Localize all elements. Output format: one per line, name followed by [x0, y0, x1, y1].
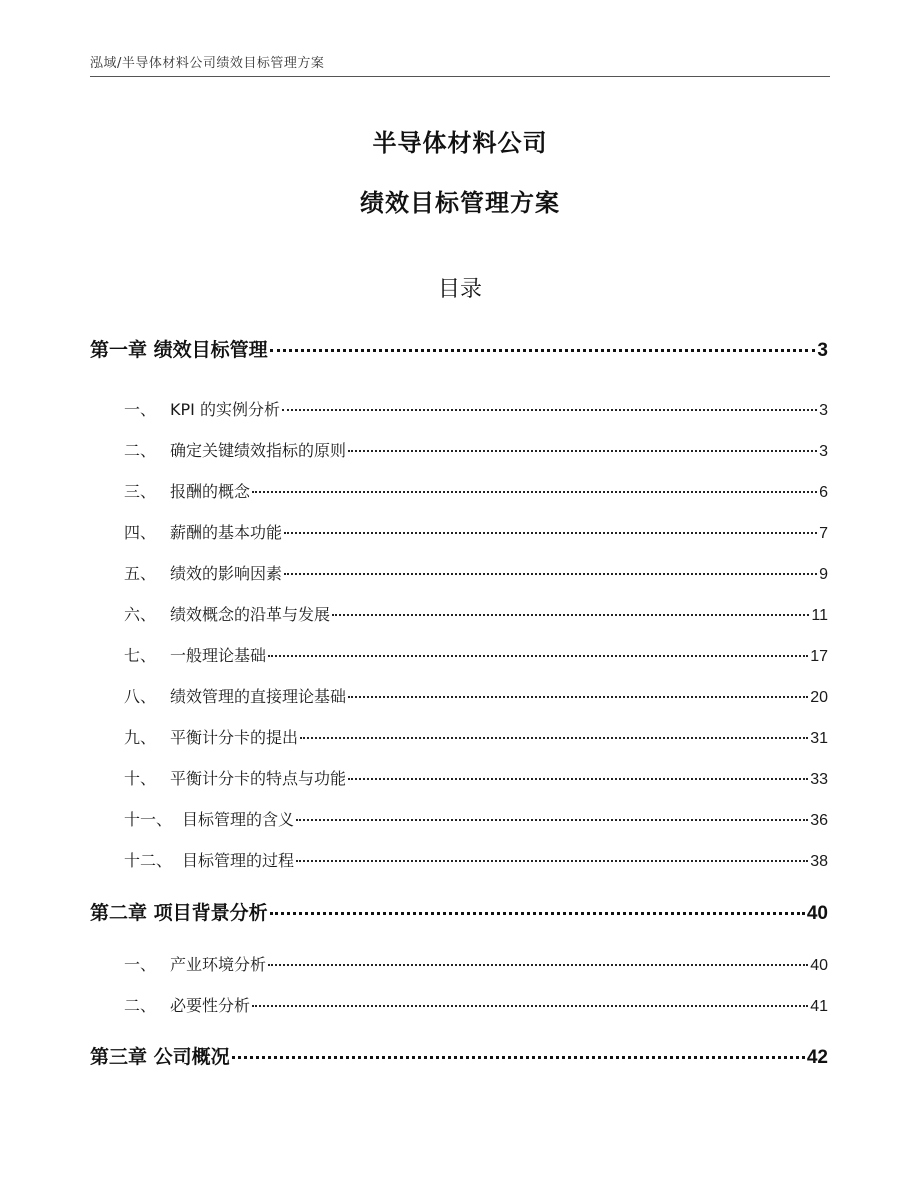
toc-entry-number: 三、	[124, 482, 157, 501]
dot-leader	[268, 655, 808, 657]
dot-leader	[348, 696, 808, 698]
toc-entry-title: 目标管理的过程	[182, 851, 295, 870]
toc-entry-title: 第一章 绩效目标管理	[90, 339, 268, 361]
dot-leader	[296, 819, 808, 821]
document-title-line2: 绩效目标管理方案	[360, 189, 560, 217]
dot-leader	[332, 614, 809, 616]
toc-entry-title: 绩效的影响因素	[170, 564, 283, 583]
dot-leader	[252, 1005, 808, 1007]
toc-section-1-8[interactable]	[90, 684, 828, 707]
dot-leader	[282, 409, 817, 411]
toc-entry-number: 二、	[124, 996, 157, 1015]
toc-section-1-11[interactable]	[90, 807, 828, 830]
toc-section-1-9[interactable]	[90, 725, 828, 748]
toc-section-1-1[interactable]	[90, 397, 828, 420]
toc-section-1-12[interactable]	[90, 848, 828, 871]
dot-leader	[300, 737, 808, 739]
dot-leader	[252, 491, 817, 493]
toc-entry-number: 一、	[124, 955, 157, 974]
toc-entry-title: 确定关键绩效指标的原则	[170, 441, 347, 460]
toc-chapter-3[interactable]	[90, 1042, 828, 1069]
toc-section-1-7[interactable]	[90, 643, 828, 666]
toc-entry-title: 绩效概念的沿革与发展	[170, 605, 331, 624]
toc-section-2-1[interactable]	[90, 952, 828, 975]
toc-entry-title: 目标管理的含义	[182, 810, 295, 829]
toc-entry-number: 十一、	[124, 810, 173, 829]
dot-leader	[348, 450, 817, 452]
toc-entry-title: 第三章 公司概况	[90, 1046, 230, 1068]
toc-page-number: 3	[819, 402, 828, 419]
dot-leader	[270, 912, 805, 915]
dot-leader	[348, 778, 808, 780]
toc-entry-number: 十、	[124, 769, 157, 788]
toc-entry-title: 一般理论基础	[170, 646, 267, 665]
toc-entry-number: 八、	[124, 687, 157, 706]
toc-chapter-2[interactable]	[90, 898, 828, 925]
toc-section-1-2[interactable]	[90, 438, 828, 461]
toc-entry-title: KPI 的实例分析	[170, 400, 280, 419]
toc-entry-number: 十二、	[124, 851, 173, 870]
toc-section-1-3[interactable]	[90, 479, 828, 502]
toc-page-number: 36	[810, 812, 828, 829]
toc-page-number: 20	[810, 689, 828, 706]
toc-section-1-6[interactable]	[90, 602, 828, 625]
toc-page-number: 33	[810, 771, 828, 788]
toc-entry-number: 九、	[124, 728, 157, 747]
dot-leader	[232, 1056, 805, 1059]
toc-entry-title: 薪酬的基本功能	[170, 523, 283, 542]
toc-page-number: 42	[806, 1047, 828, 1068]
toc-page-number: 3	[819, 443, 828, 460]
toc-section-1-5[interactable]	[90, 561, 828, 584]
toc-page-number: 6	[819, 484, 828, 501]
table-of-contents	[90, 0, 828, 1191]
toc-page-number: 7	[819, 525, 828, 542]
toc-entry-number: 一、	[124, 400, 157, 419]
toc-entry-title: 第二章 项目背景分析	[90, 902, 268, 924]
toc-entry-title: 绩效管理的直接理论基础	[170, 687, 347, 706]
dot-leader	[270, 349, 816, 352]
toc-section-2-2[interactable]	[90, 993, 828, 1016]
toc-entry-title: 平衡计分卡的特点与功能	[170, 769, 347, 788]
toc-page-number: 40	[810, 957, 828, 974]
toc-entry-number: 五、	[124, 564, 157, 583]
toc-entry-title: 平衡计分卡的提出	[170, 728, 299, 747]
dot-leader	[296, 860, 808, 862]
toc-entry-title: 产业环境分析	[170, 955, 267, 974]
toc-page-number: 40	[806, 903, 828, 924]
toc-entry-number: 二、	[124, 441, 157, 460]
toc-entry-title: 报酬的概念	[170, 482, 251, 501]
running-header: 泓域/半导体材料公司绩效目标管理方案	[90, 56, 325, 71]
dot-leader	[284, 573, 817, 575]
toc-page-number: 31	[810, 730, 828, 747]
toc-page-number: 38	[810, 853, 828, 870]
toc-page-number: 41	[810, 998, 828, 1015]
dot-leader	[284, 532, 817, 534]
toc-section-1-4[interactable]	[90, 520, 828, 543]
toc-page-number: 3	[817, 340, 828, 361]
toc-chapter-1[interactable]	[90, 335, 828, 362]
toc-heading: 目录	[437, 277, 482, 302]
toc-page-number: 17	[810, 648, 828, 665]
toc-entry-number: 六、	[124, 605, 157, 624]
toc-section-1-10[interactable]	[90, 766, 828, 789]
toc-entry-number: 七、	[124, 646, 157, 665]
document-title-line1: 半导体材料公司	[372, 129, 548, 157]
dot-leader	[268, 964, 808, 966]
toc-entry-number: 四、	[124, 523, 157, 542]
toc-page-number: 11	[811, 607, 828, 624]
toc-entry-title: 必要性分析	[170, 996, 251, 1015]
toc-page-number: 9	[819, 566, 828, 583]
